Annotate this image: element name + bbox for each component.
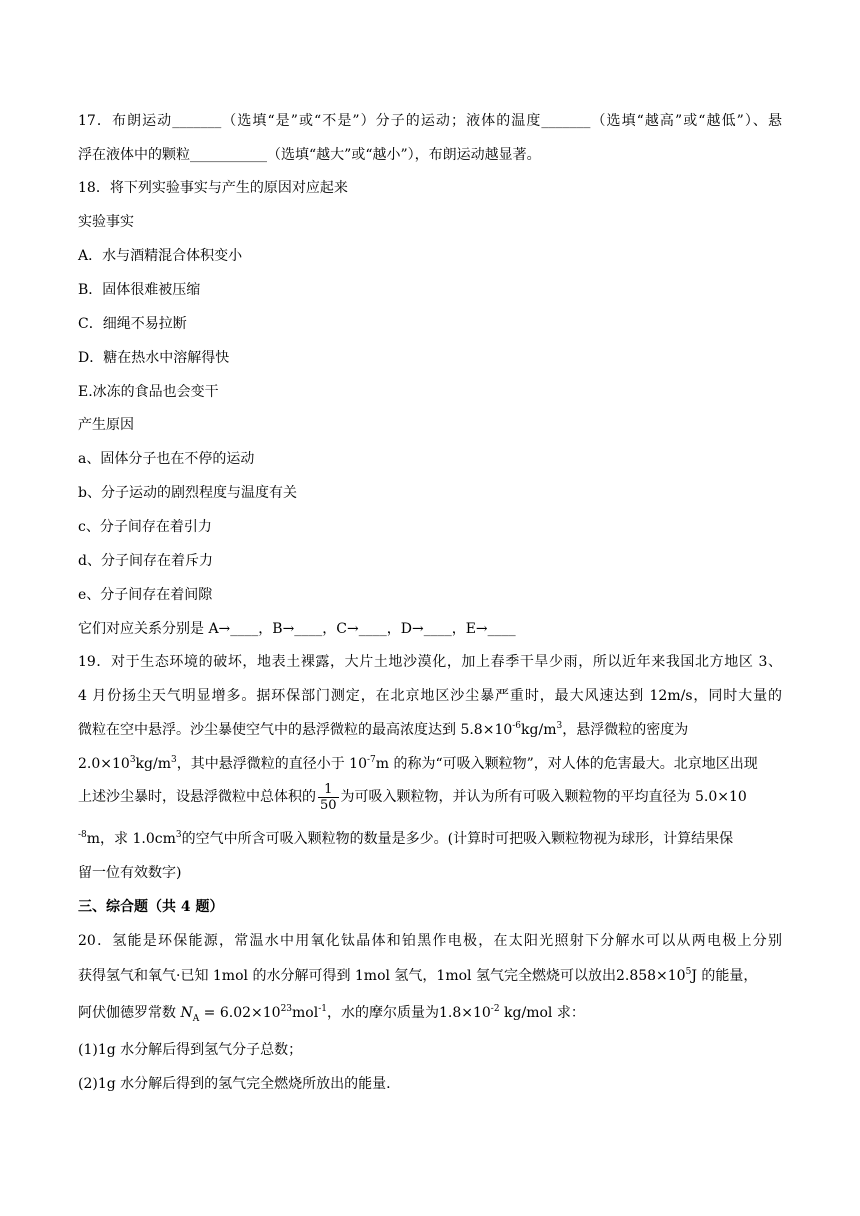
section-title: 三、综合题（共 4 题）: [78, 899, 224, 915]
q20-line-3: [78, 1003, 585, 1029]
q19-line-5: [78, 780, 747, 814]
unit: kg/m: [135, 756, 171, 772]
exponent: -7: [366, 755, 376, 765]
q20-sub-1: (1)1g 水分解后得到氢气分子总数；: [78, 1042, 303, 1058]
q18-fact-d: D．糖在热水中溶解得快: [78, 350, 230, 366]
exponent: -1: [318, 1004, 327, 1014]
unit: kg/m: [521, 722, 557, 738]
exponent: -2: [490, 1004, 500, 1014]
q19-line-4-mid: ，其中悬浮微粒的直径小于 10: [176, 756, 367, 772]
q18-title: 18．将下列实验事实与产生的原因对应起来: [78, 180, 348, 196]
molar-mass-value: 1.8×10: [438, 1005, 491, 1021]
q19-line-2: 4 月份扬尘天气明显增多。据环保部门测定，在北京地区沙尘暴严重时，最大风速达到 12m/s，同时大量的: [78, 688, 782, 704]
q18-cause-a: a、固体分子也在不停的运动: [78, 451, 255, 467]
q20-line-2-text: 获得氢气和氧气·已知 1mol 的水分解可得到 1mol 氢气，1mol 氢气完全燃烧可以放出: [78, 968, 616, 984]
q19-line-7: 留一位有效数字): [78, 865, 182, 881]
fraction: [318, 782, 339, 813]
energy-value: 2.858×10: [615, 968, 686, 984]
q19-line-4-tail: m 的称为“可吸入颗粒物”，对人体的危害最大。北京地区出现: [375, 756, 758, 772]
q19-line-6-tail: 的空气中所含可吸入颗粒物的数量是多少。(计算时可把吸入颗粒物视为球形，计算结果保: [181, 831, 734, 847]
q18-cause-c: c、分子间存在着引力: [78, 519, 212, 535]
q18-fact-b: B．固体很难被压缩: [78, 282, 201, 298]
q18-cause-d: d、分子间存在着斥力: [78, 553, 213, 569]
q17-line-1: 17．布朗运动_______（选填“是”或“不是”）分子的运动；液体的温度_______（选填“越高”或“越低”）、悬: [78, 113, 782, 129]
exponent: 3: [175, 830, 182, 840]
q19-line-1: 19．对于生态环境的破坏，地表土裸露，大片土地沙漠化，加上春季干旱少雨，所以近年来我国北方地区 3、: [78, 654, 782, 670]
q18-fact-a: A．水与酒精混合体积变小: [78, 248, 243, 264]
q20-sub-2: (2)1g 水分解后得到的氢气完全燃烧所放出的能量.: [78, 1076, 391, 1092]
q18-answer-line: 它们对应关系分别是 A→____，B→____，C→____，D→____，E→____: [78, 621, 516, 637]
fraction-numerator: 1: [318, 782, 339, 798]
unit: mol: [292, 1005, 319, 1021]
q19-line-3-tail: ，悬浮微粒的密度为: [562, 722, 689, 738]
q19-line-5-text: 上述沙尘暴时，设悬浮微粒中总体积的: [78, 789, 316, 805]
q19-line-5-tail: 为可吸入颗粒物，并认为所有可吸入颗粒物的平均直径为 5.0×10: [340, 789, 747, 805]
q19-line-6: [78, 829, 733, 849]
q19-line-3-text: 微粒在空中悬浮。沙尘暴使空气中的悬浮微粒的最高浓度达到 5.8×10: [78, 722, 513, 738]
q18-fact-c: C．细绳不易拉断: [78, 316, 187, 332]
q19-line-3: [78, 720, 688, 740]
q19-line-4-text: 2.0×10: [78, 756, 130, 772]
q18-cause-b: b、分子运动的剧烈程度与温度有关: [78, 485, 297, 501]
exponent: -6: [512, 721, 522, 731]
exponent: 3: [170, 755, 177, 765]
q18-causes-heading: 产生原因: [78, 417, 134, 433]
exponent: 23: [280, 1004, 293, 1014]
subscript: A: [192, 1013, 200, 1024]
fraction-denominator: 50: [320, 797, 337, 813]
q18-fact-e: E.冰冻的食品也会变干: [78, 384, 219, 400]
q20-line-2-tail: J 的能量，: [691, 968, 758, 984]
avogadro-value: = 6.02×10: [199, 1005, 281, 1021]
q20-line-1: 20．氢能是环保能源，常温水中用氧化钛晶体和铂黑作电极，在太阳光照射下分解水可以从两电极上分别: [78, 933, 782, 949]
q20-line-3-text: 阿伏伽德罗常数: [78, 1005, 181, 1021]
q20-line-3-tail: kg/mol 求：: [499, 1005, 585, 1021]
q20-line-2: [78, 966, 757, 986]
exponent: 3: [129, 755, 136, 765]
q18-facts-heading: 实验事实: [78, 214, 134, 230]
q17-line-2: 浮在液体中的颗粒___________（选填“越大”或“越小”），布朗运动越显著。: [78, 147, 541, 163]
exponent: -8: [78, 830, 87, 840]
q18-cause-e: e、分子间存在着间隙: [78, 587, 213, 603]
avogadro-symbol: N: [180, 1005, 193, 1021]
exponent: 3: [556, 721, 563, 731]
q19-line-4: [78, 754, 758, 774]
q19-line-6-text: m，求 1.0cm: [86, 831, 176, 847]
q20-line-3-mid: ，水的摩尔质量为: [326, 1005, 439, 1021]
exponent: 5: [685, 967, 692, 977]
